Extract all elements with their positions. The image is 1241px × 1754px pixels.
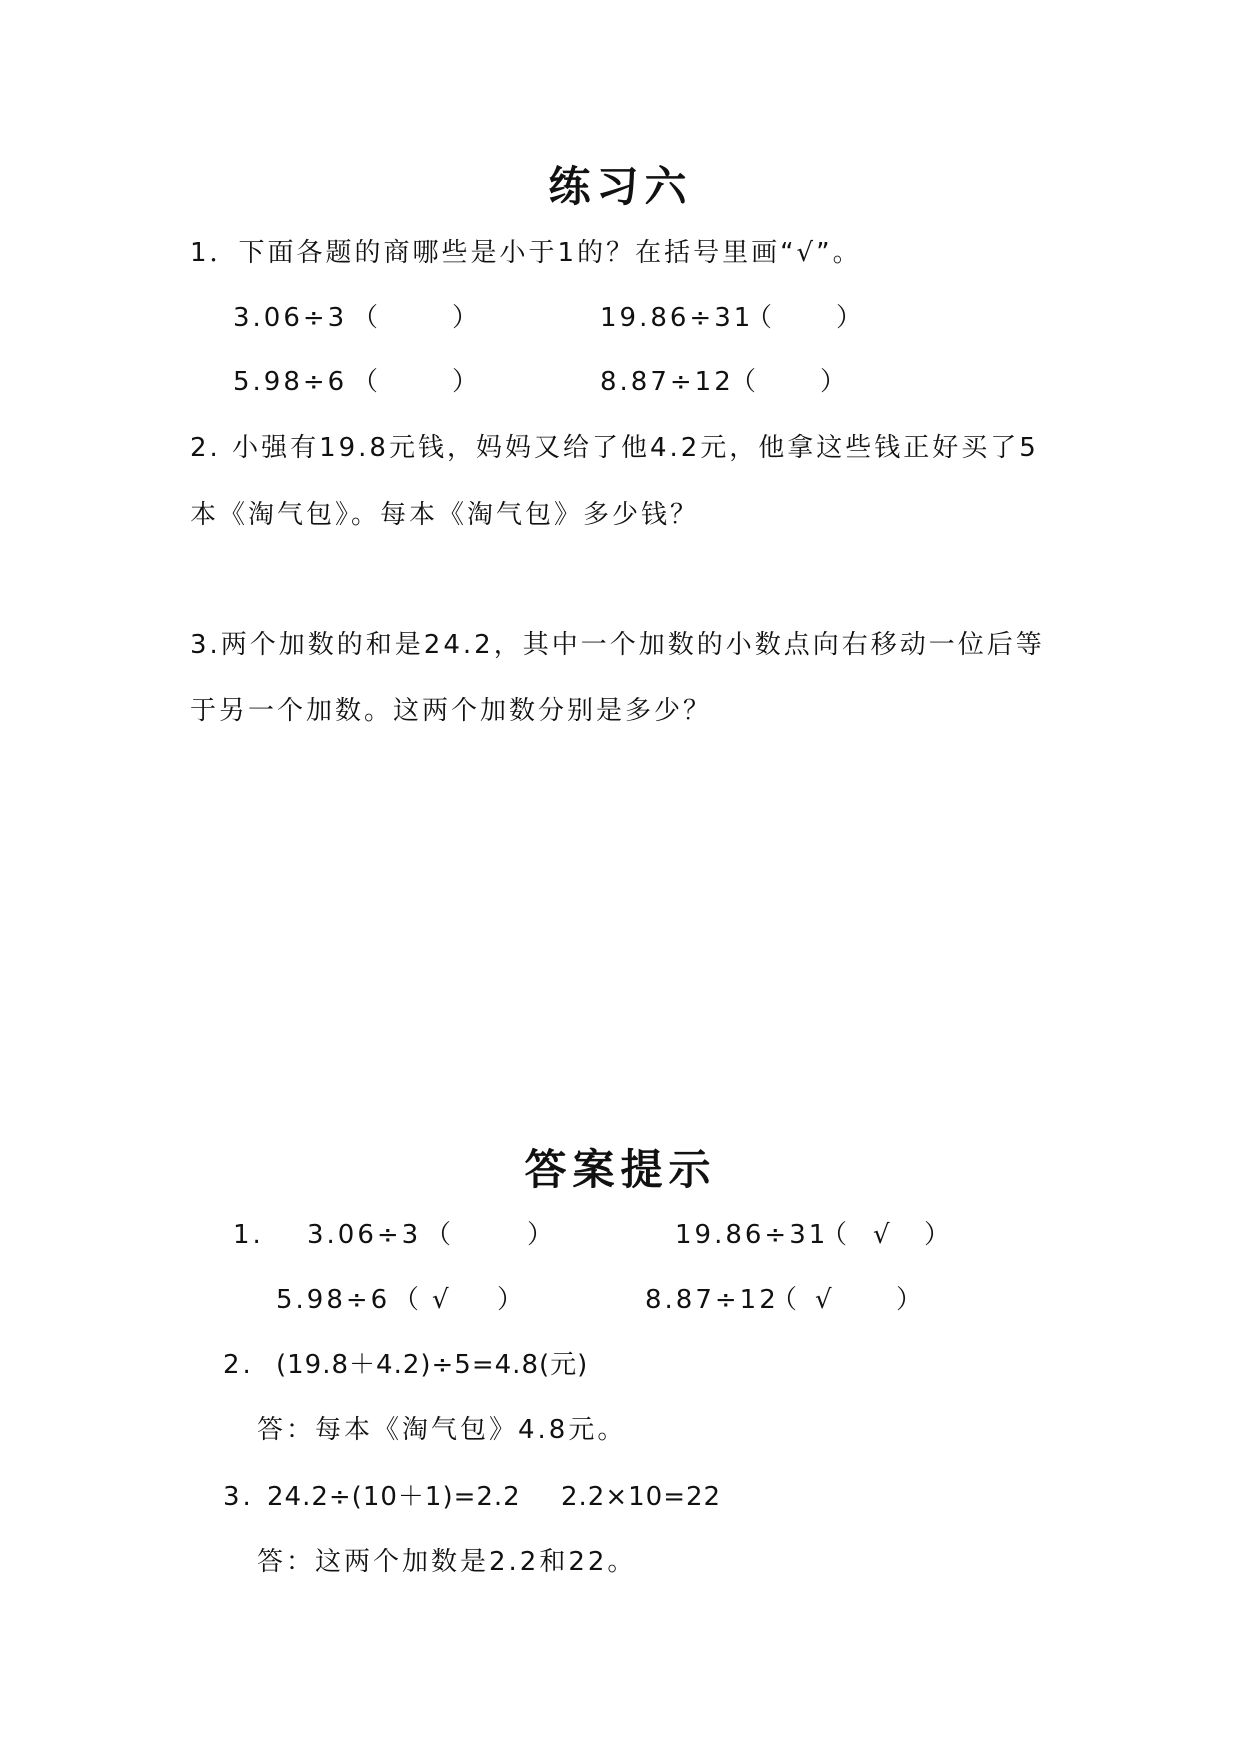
a1-item-check-mark: √ — [873, 1220, 893, 1250]
a1-item-expr: 3.06÷3 — [307, 1220, 422, 1250]
a1-item-check-mark: √ — [432, 1285, 452, 1315]
answer-3-statement: 答：这两个加数是2.2和22。 — [257, 1547, 637, 1577]
a1-item-open-paren: （ — [821, 1220, 851, 1250]
q1-item-expr: 19.86÷31 — [600, 303, 754, 333]
question-1-prompt: 1．下面各题的商哪些是小于1的？在括号里画“√”。 — [190, 238, 862, 268]
a1-item-open-paren: （ — [425, 1220, 455, 1250]
answer-2-number: 2. — [223, 1350, 254, 1380]
a1-item-expr: 8.87÷12 — [645, 1285, 779, 1315]
answer-3-expression-2: 2.2×10=22 — [561, 1482, 722, 1512]
question-2-line-1: 2. 小强有19.8元钱，妈妈又给了他4.2元，他拿这些钱正好买了5 — [190, 433, 1039, 463]
question-2-line-2: 本《淘气包》。每本《淘气包》多少钱？ — [190, 500, 700, 530]
q1-item-expr: 5.98÷6 — [233, 367, 348, 397]
q1-item-close-paren: ） — [820, 367, 850, 397]
q1-item-close-paren: ） — [836, 303, 866, 333]
a1-item-open-paren: （ — [771, 1285, 801, 1315]
answer-3-expression-1: 24.2÷(10＋1)=2.2 — [267, 1482, 521, 1512]
question-3-line-1: 3.两个加数的和是24.2，其中一个加数的小数点向右移动一位后等 — [190, 630, 1045, 660]
a1-item-close-paren: ） — [924, 1220, 954, 1250]
a1-item-open-paren: （ — [393, 1285, 423, 1315]
q1-item-expr: 3.06÷3 — [233, 303, 348, 333]
question-3-line-2: 于另一个加数。这两个加数分别是多少？ — [190, 696, 713, 726]
q1-item-expr: 8.87÷12 — [600, 367, 734, 397]
q1-item-open-paren: （ — [352, 303, 382, 333]
answer-2-statement: 答：每本《淘气包》4.8元。 — [257, 1415, 627, 1445]
answer-2-expression: (19.8＋4.2)÷5=4.8(元) — [276, 1350, 589, 1380]
a1-item-expr: 5.98÷6 — [276, 1285, 391, 1315]
a1-item-close-paren: ） — [497, 1285, 527, 1315]
answer-1-number: 1. — [233, 1220, 264, 1250]
a1-item-check-mark: √ — [815, 1285, 835, 1315]
q1-item-open-paren: （ — [746, 303, 776, 333]
exercise-title: 练习六 — [548, 162, 693, 211]
answers-title: 答案提示 — [524, 1145, 717, 1194]
q1-item-close-paren: ） — [452, 367, 482, 397]
answer-3-number: 3. — [223, 1482, 254, 1512]
a1-item-expr: 19.86÷31 — [675, 1220, 829, 1250]
q1-item-close-paren: ） — [452, 303, 482, 333]
a1-item-close-paren: ） — [527, 1220, 557, 1250]
q1-item-open-paren: （ — [352, 367, 382, 397]
a1-item-close-paren: ） — [896, 1285, 926, 1315]
q1-item-open-paren: （ — [730, 367, 760, 397]
